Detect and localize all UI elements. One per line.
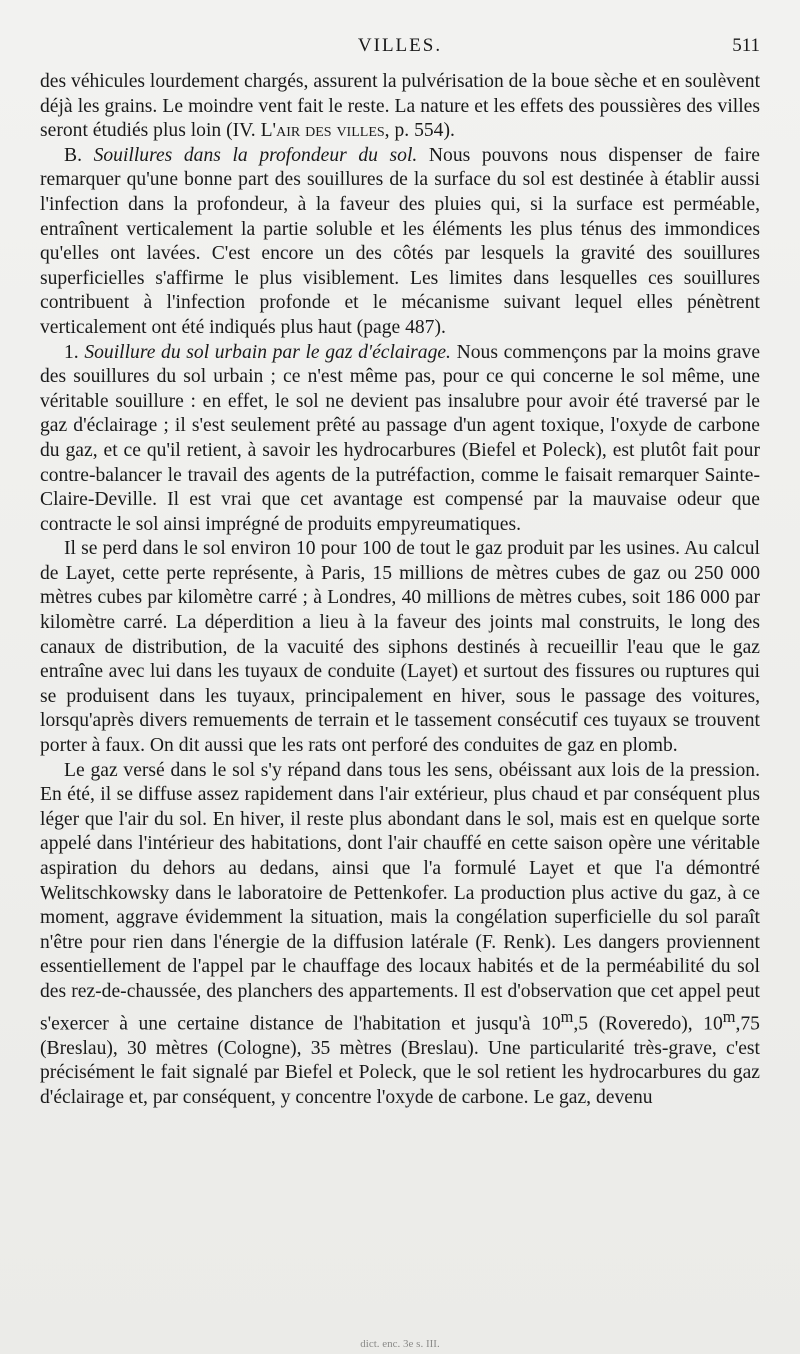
running-title: VILLES. <box>357 35 443 56</box>
paragraph-text: Le gaz versé dans le sol s'y répand dans tous les sens, obéissant aux lois de la pression. En été, il se diffuse assez rapidement dans l'air extérieur, plus chaud et par conséquent plus léger que l'air du sol. En hiver, il reste plus abondant dans le sol, mais est en quelque sorte appelé dans l'intérieur des habitations, dont l'air chauffé en cette saison opère une véritable aspiration du dehors au dedans, ainsi que l'a formulé Layet et que l'a démontré Welitschkowsky dans le laboratoire de Pettenkofer. La production plus active du gaz, à ce moment, aggrave évidemment la situation, mais la congélation superficielle du sol paraît n'être pour rien dans l'énergie de la diffusion latérale (F. Renk). Les dangers proviennent essentiellement de l'appel par le chauffage des locaux habités et de la perméabilité du sol des rez-de-chaussée, des planchers des appartements. Il est d'observation que cet appel peut s'exercer à une certaine distance de l'habitation et jusqu'à 10 <box>40 759 760 1035</box>
subsection-label: 1. <box>64 341 85 363</box>
cross-reference: L'air des villes <box>260 120 385 142</box>
section-b-paragraph <box>40 144 760 341</box>
section-label: B. <box>64 144 94 166</box>
gas-loss-paragraph <box>40 537 760 758</box>
unit-superscript: m <box>722 1006 736 1026</box>
paragraph-text: Nous pouvons nous dispenser de faire remarquer qu'une bonne part des souillures de la surface du sol est destinée à établir aussi l'infection dans la profondeur, à la faveur des pluies qui, si la surface est perméable, entraînent verticalement la partie soluble et les éléments les plus ténus des immondices qu'elles ont lavées. C'est encore un des côtés par lesquels la gravité des souillures superficielles s'affirme le plus visiblement. Les limites dans lesquelles ces souillures contribuent à l'infection profonde et le mécanisme suivant lequel elles pénètrent verticalement ont été indiqués plus haut (page 487). <box>40 144 760 338</box>
section-heading: Souillures dans la profondeur du sol. <box>93 144 418 166</box>
gas-diffusion-paragraph <box>40 759 760 1111</box>
signature-mark: dict. enc. 3e s. III. <box>360 1338 440 1350</box>
cross-reference-page: , p. 554). <box>384 120 455 142</box>
unit-superscript: m <box>560 1006 574 1026</box>
body-text <box>40 70 760 1110</box>
paragraph-text: Nous commençons par la moins grave des souillures du sol urbain ; ce n'est même pas, pour ce qui concerne le sol même, une véritable souillure : en effet, le sol ne devient pas insalubre pour avoir été traversé par le gaz d'éclairage ; il s'est seulement prêté au passage d'un agent toxique, l'oxyde de carbone du gaz, et ce qu'il retient, à savoir les hydrocarbures (Biefel et Poleck), est plutôt fait pour contre-balancer le travail des agents de la putréfaction, comme le faisait remarquer Sainte-Claire-Deville. Il est vrai que cet avantage est compensé par la mauvaise odeur que contracte le sol ainsi imprégné de produits empyreumatiques. <box>40 341 761 535</box>
paragraph-continuation <box>40 70 760 144</box>
paragraph-text: ,5 (Roveredo), 10 <box>573 1013 723 1035</box>
paragraph-text: des véhicules lourdement chargés, assurent la pulvérisation de la boue sèche et en soulèvent déjà les grains. Le moindre vent fait le reste. La nature et les effets des poussières des villes seront étudiés plus loin (IV. <box>40 71 761 142</box>
paragraph-text: Il se perd dans le sol environ 10 pour 100 de tout le gaz produit par les usines. Au calcul de Layet, cette perte représente, à Paris, 15 millions de mètres cubes de gaz ou 250 000 mètres cubes par kilomètre carré ; à Londres, 40 millions de mètres cubes, soit 186 000 par kilomètre carré. La déperdition a lieu à la faveur des joints mal construits, le long des canaux de distribution, de la vacuité des siphons destinés à recueillir l'eau que le gaz entraîne avec lui dans les tuyaux de conduite (Layet) et surtout des fissures ou ruptures qui se produisent dans les tuyaux, principalement en hiver, sous le passage des voitures, lorsqu'après divers remuements de terrain et le tassement consécutif ces tuyaux se trouvent porter à faux. On dit aussi que les rats ont perforé des conduites de gaz en plomb. <box>40 538 760 757</box>
subsection-1-paragraph <box>40 341 760 538</box>
paragraph-text: ,75 (Breslau), 30 mètres (Cologne), 35 mètres (Breslau). Une particularité très-grave, c'est précisément le fait signalé par Biefel et Poleck, que le sol retient les hydrocarbures du gaz d'éclairage et, par conséquent, y concentre l'oxyde de carbone. Le gaz, devenu <box>40 1013 760 1108</box>
running-header <box>40 30 760 70</box>
page-number: 511 <box>732 35 760 56</box>
subsection-heading: Souillure du sol urbain par le gaz d'éclairage. <box>84 341 451 363</box>
